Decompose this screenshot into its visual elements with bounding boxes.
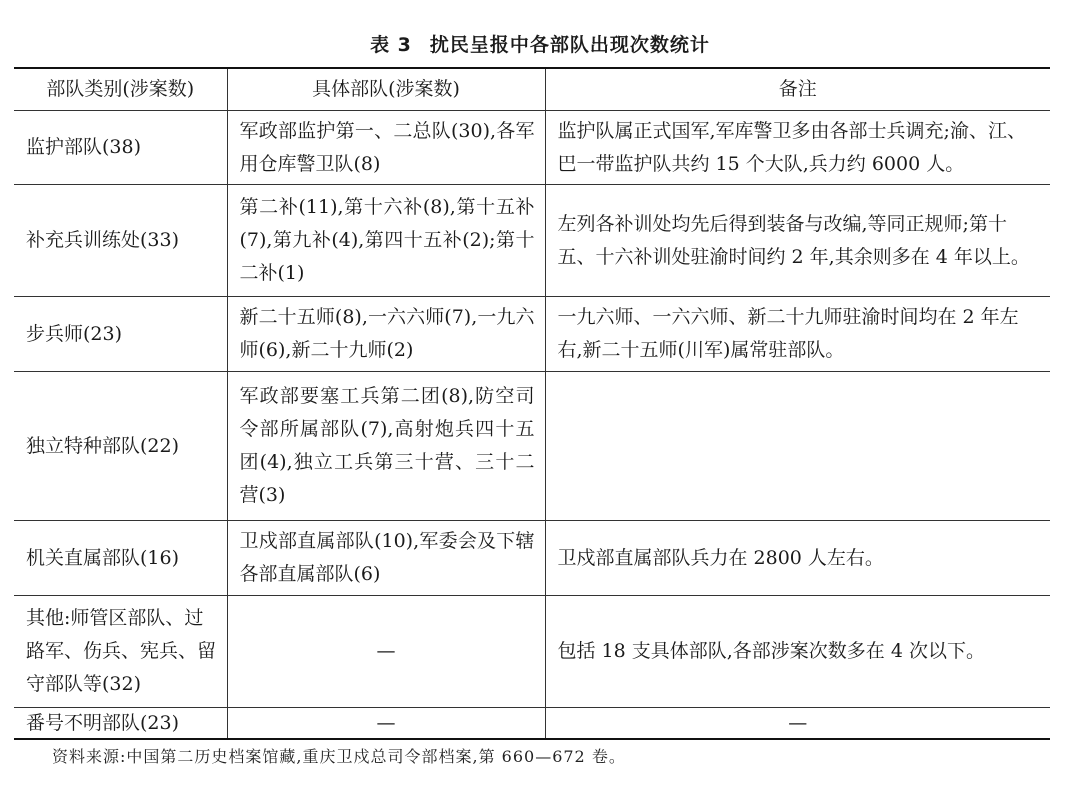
table-row — [14, 185, 1050, 297]
table-row — [14, 521, 1050, 596]
table-number: 表 3 — [370, 34, 412, 56]
header-units: 具体部队(涉案数) — [227, 68, 545, 111]
units-cell: — — [227, 596, 545, 708]
units-cell: — — [227, 708, 545, 740]
source-note: 资料来源:中国第二历史档案馆藏,重庆卫戍总司令部档案,第 660—672 卷。 — [52, 747, 626, 766]
table-row — [14, 297, 1050, 372]
category-cell: 番号不明部队(23) — [26, 712, 180, 734]
category-cell: 步兵师(23) — [26, 322, 123, 345]
notes-cell: 监护队属正式国军,军库警卫多由各部士兵调充;渝、江、巴一带监护队共约 15 个大队,兵力约 6000 人。 — [545, 111, 1050, 185]
units-cell: 军政部监护第一、二总队(30),各军用仓库警卫队(8) — [227, 111, 545, 185]
notes-cell: 卫戍部直属部队兵力在 2800 人左右。 — [545, 521, 1050, 596]
table-header-row — [14, 68, 1050, 111]
header-notes: 备注 — [545, 68, 1050, 111]
header-category: 部队类别(涉案数) — [46, 78, 195, 100]
table-row — [14, 111, 1050, 185]
category-cell: 独立特种部队(22) — [26, 434, 180, 457]
table-row — [14, 596, 1050, 708]
units-cell: 第二补(11),第十六补(8),第十五补(7),第九补(4),第四十五补(2);第十二补(1) — [227, 185, 545, 297]
notes-cell: 包括 18 支具体部队,各部涉案次数多在 4 次以下。 — [545, 596, 1050, 708]
category-cell: 其他:师管区部队、过路军、伤兵、宪兵、留守部队等(32) — [26, 607, 217, 695]
units-cell: 卫戍部直属部队(10),军委会及下辖各部直属部队(6) — [227, 521, 545, 596]
units-cell: 军政部要塞工兵第二团(8),防空司令部所属部队(7),高射炮兵四十五团(4),独立工兵第三十营、三十二营(3) — [227, 372, 545, 521]
table-row — [14, 372, 1050, 521]
table-row — [14, 708, 1050, 740]
table-caption — [0, 30, 1080, 57]
units-cell: 新二十五师(8),一六六师(7),一九六师(6),新二十九师(2) — [227, 297, 545, 372]
category-cell: 补充兵训练处(33) — [26, 229, 180, 251]
category-cell: 监护部队(38) — [26, 136, 142, 158]
notes-cell: 左列各补训处均先后得到装备与改编,等同正规师;第十五、十六补训处驻渝时间约 2 年,其余则多在 4 年以上。 — [545, 185, 1050, 297]
notes-cell: 一九六师、一六六师、新二十九师驻渝时间均在 2 年左右,新二十五师(川军)属常驻部队。 — [545, 297, 1050, 372]
notes-cell — [545, 372, 1050, 521]
notes-cell: — — [545, 708, 1050, 740]
statistics-table — [14, 67, 1050, 740]
table-title: 扰民呈报中各部队出现次数统计 — [429, 34, 710, 56]
category-cell: 机关直属部队(16) — [26, 546, 180, 569]
